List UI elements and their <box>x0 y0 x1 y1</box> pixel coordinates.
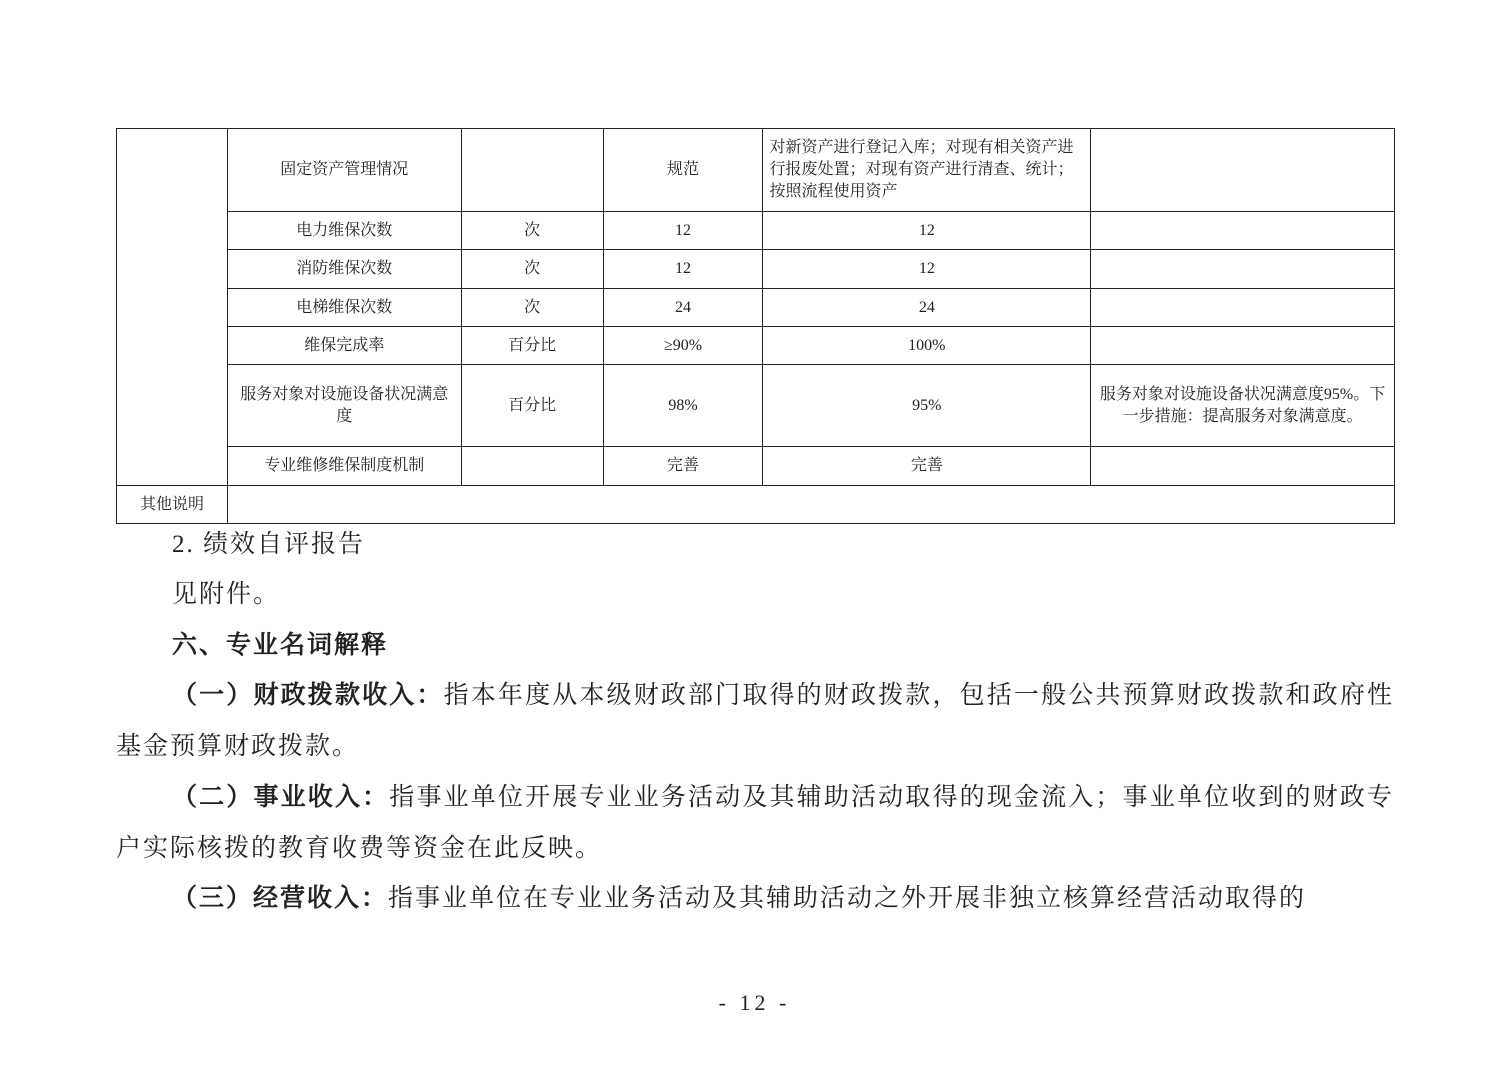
target-cell: ≥90% <box>603 327 763 365</box>
actual-cell: 100% <box>763 327 1091 365</box>
term-definition: 指事业单位开展专业业务活动及其辅助活动取得的现金流入；事业单位收到的财政专户实际核拨的教育收费等资金在此反映。 <box>116 784 1394 862</box>
table-row <box>117 289 1395 327</box>
indicator-cell: 维保完成率 <box>227 327 461 365</box>
target-cell: 12 <box>603 250 763 289</box>
note-cell <box>1091 129 1395 212</box>
actual-cell: 12 <box>763 250 1091 289</box>
term-label: （三）经营收入： <box>172 885 389 912</box>
indicator-cell: 消防维保次数 <box>227 250 461 289</box>
indicator-cell: 电梯维保次数 <box>227 289 461 327</box>
report-heading: 2. 绩效自评报告 <box>172 531 366 558</box>
term-paragraph <box>116 772 1394 874</box>
actual-cell: 12 <box>763 212 1091 250</box>
term-paragraph <box>116 873 1394 924</box>
target-cell: 24 <box>603 289 763 327</box>
page-number: - 12 - <box>718 990 791 1015</box>
unit-cell: 次 <box>461 250 603 289</box>
term-paragraph <box>116 670 1394 772</box>
indicator-cell: 固定资产管理情况 <box>227 129 461 212</box>
table-row <box>117 365 1395 447</box>
target-cell: 12 <box>603 212 763 250</box>
section-heading: 六、专业名词解释 <box>172 630 389 659</box>
unit-cell <box>461 129 603 212</box>
unit-cell <box>461 447 603 486</box>
note-cell <box>1091 250 1395 289</box>
unit-cell: 百分比 <box>461 327 603 365</box>
unit-cell: 次 <box>461 212 603 250</box>
term-label: （二）事业收入： <box>172 784 390 811</box>
target-cell: 完善 <box>603 447 763 486</box>
table-row-other <box>117 486 1395 524</box>
term-label: （一）财政拨款收入： <box>172 682 444 709</box>
table-row <box>117 327 1395 365</box>
indicator-cell: 电力维保次数 <box>227 212 461 250</box>
term-definition: 指事业单位在专业业务活动及其辅助活动之外开展非独立核算经营活动取得的 <box>388 885 1307 912</box>
merged-category-cell <box>117 129 228 486</box>
note-cell <box>1091 289 1395 327</box>
note-cell: 服务对象对设施设备状况满意度95%。下一步措施：提高服务对象满意度。 <box>1091 365 1395 447</box>
table-row <box>117 447 1395 486</box>
actual-cell: 完善 <box>763 447 1091 486</box>
indicator-cell: 专业维修维保制度机制 <box>227 447 461 486</box>
table-row <box>117 212 1395 250</box>
other-value <box>227 486 1394 524</box>
note-cell <box>1091 327 1395 365</box>
target-cell: 98% <box>603 365 763 447</box>
actual-cell: 24 <box>763 289 1091 327</box>
actual-cell: 对新资产进行登记入库；对现有相关资产进行报废处置；对现有资产进行清查、统计；按照流程使用资产 <box>763 129 1091 212</box>
indicator-cell: 服务对象对设施设备状况满意度 <box>227 365 461 447</box>
term-definition: 指本年度从本级财政部门取得的财政拨款，包括一般公共预算财政拨款和政府性基金预算财政拨款。 <box>116 682 1394 760</box>
actual-cell: 95% <box>763 365 1091 447</box>
table-row <box>117 129 1395 212</box>
target-cell: 规范 <box>603 129 763 212</box>
unit-cell: 次 <box>461 289 603 327</box>
performance-table <box>116 128 1395 524</box>
other-label: 其他说明 <box>117 486 228 524</box>
table-row <box>117 250 1395 289</box>
note-cell <box>1091 212 1395 250</box>
note-cell <box>1091 447 1395 486</box>
report-body: 见附件。 <box>172 581 281 608</box>
unit-cell: 百分比 <box>461 365 603 447</box>
